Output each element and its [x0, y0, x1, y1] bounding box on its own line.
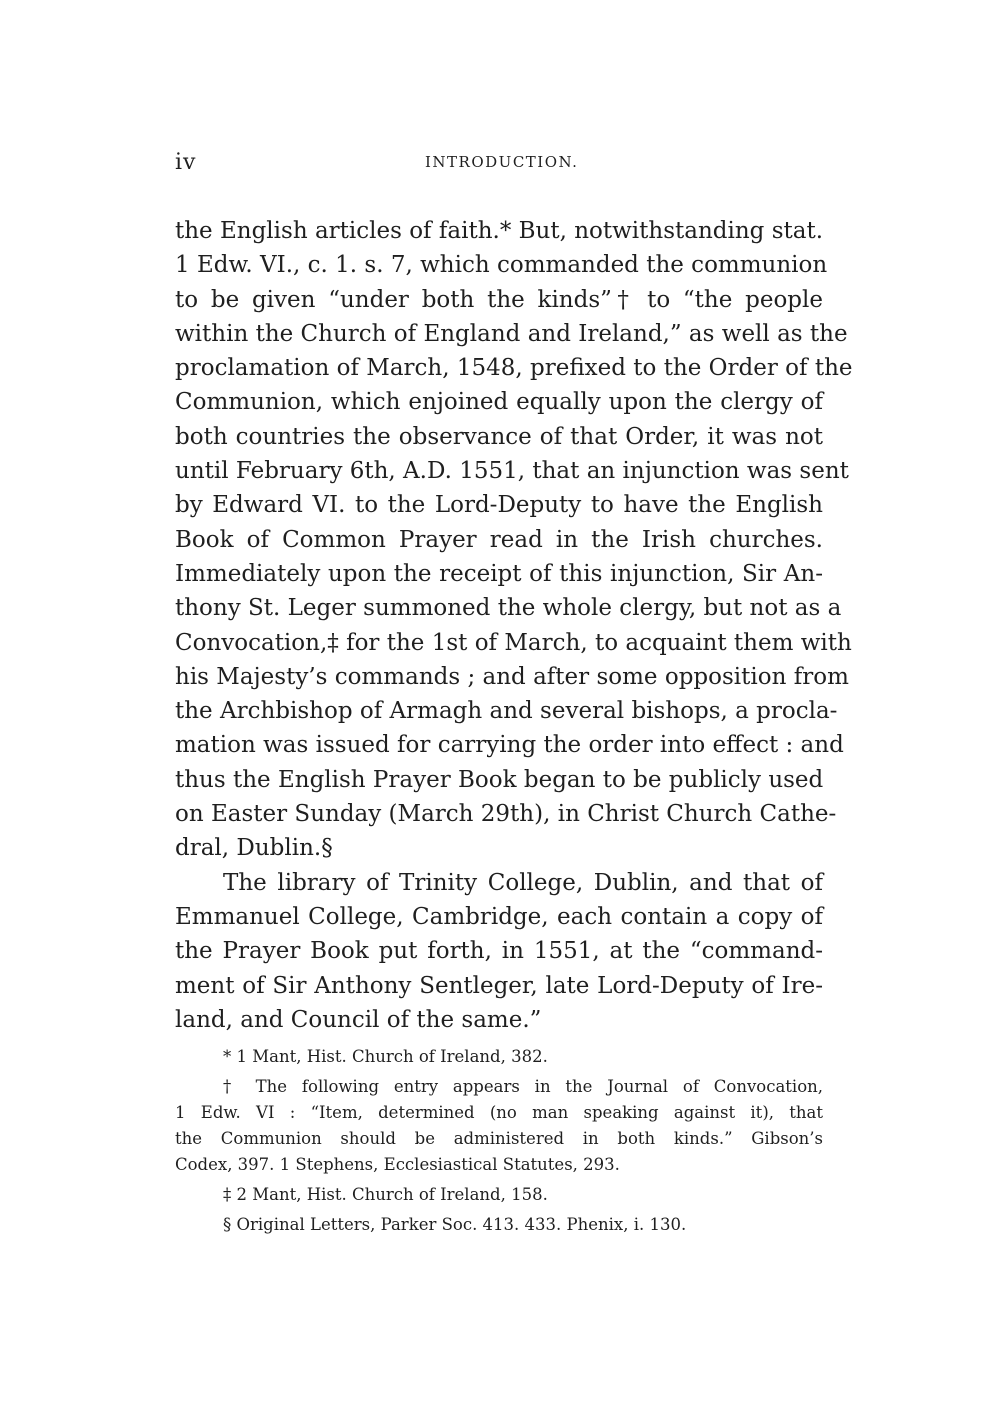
footnote-line: 1 Edw. VI : “Item, determined (no man speaking against it), that: [175, 1103, 823, 1122]
footnotes: [175, 1044, 823, 1238]
footnote-1: * 1 Mant, Hist. Church of Ireland, 382.: [223, 1047, 548, 1066]
footnote-line: Codex, 397. 1 Stephens, Ecclesiastical Statutes, 293.: [175, 1155, 620, 1174]
page-number: iv: [175, 150, 197, 175]
text-line: his Majesty’s commands ; and after some opposition from: [175, 663, 849, 690]
footnote-3: ‡ 2 Mant, Hist. Church of Ireland, 158.: [223, 1185, 548, 1204]
text-line: the Prayer Book put forth, in 1551, at the “command-: [175, 938, 823, 965]
text-line: Communion, which enjoined equally upon the clergy of: [175, 389, 823, 416]
footnote-line: the Communion should be administered in both kinds.” Gibson’s: [175, 1129, 823, 1148]
text-line: land, and Council of the same.”: [175, 1006, 542, 1033]
text-line: mation was issued for carrying the order into effect : and: [175, 732, 844, 759]
text-line: within the Church of England and Ireland,” as well as the: [175, 320, 848, 347]
footnote-2: [175, 1074, 823, 1178]
text-line: on Easter Sunday (March 29th), in Christ Church Cathe-: [175, 801, 837, 828]
paragraph-2: [175, 866, 823, 1037]
text-line: Book of Common Prayer read in the Irish churches.: [175, 526, 823, 553]
footnote-4: § Original Letters, Parker Soc. 413. 433. Phenix, i. 130.: [223, 1215, 687, 1234]
text-line: by Edward VI. to the Lord-Deputy to have the English: [175, 492, 823, 519]
body-text: [175, 214, 853, 1037]
page-header: [175, 150, 825, 180]
text-line: the English articles of faith.* But, notwithstanding stat.: [175, 218, 824, 244]
text-line: until February 6th, A.D. 1551, that an injunction was sent: [175, 458, 849, 485]
text-line: dral, Dublin.§: [175, 835, 333, 862]
text-line: both countries the observance of that Order, it was not: [175, 423, 823, 450]
text-line: Immediately upon the receipt of this injunction, Sir An-: [175, 560, 823, 587]
text-line: Emmanuel College, Cambridge, each contain a copy of: [175, 903, 823, 930]
text-line: 1 Edw. VI., c. 1. s. 7, which commanded the communion: [175, 252, 828, 279]
text-line: the Archbishop of Armagh and several bishops, a procla-: [175, 698, 838, 725]
text-line: The library of Trinity College, Dublin, and that of: [223, 869, 823, 896]
text-line: to be given “under both the kinds”† to “the people: [175, 286, 823, 313]
text-line: proclamation of March, 1548, prefixed to the Order of the: [175, 355, 853, 382]
text-line: Convocation,‡ for the 1st of March, to acquaint them with: [175, 629, 852, 656]
text-line: thus the English Prayer Book began to be publicly used: [175, 766, 824, 793]
text-line: ment of Sir Anthony Sentleger, late Lord-Deputy of Ire-: [175, 972, 823, 999]
text-line: thony St. Leger summoned the whole clergy, but not as a: [175, 595, 842, 622]
footnote-line: † The following entry appears in the Journal of Convocation,: [223, 1077, 823, 1096]
paragraph-1: [175, 214, 853, 866]
running-head: INTRODUCTION.: [425, 153, 579, 171]
